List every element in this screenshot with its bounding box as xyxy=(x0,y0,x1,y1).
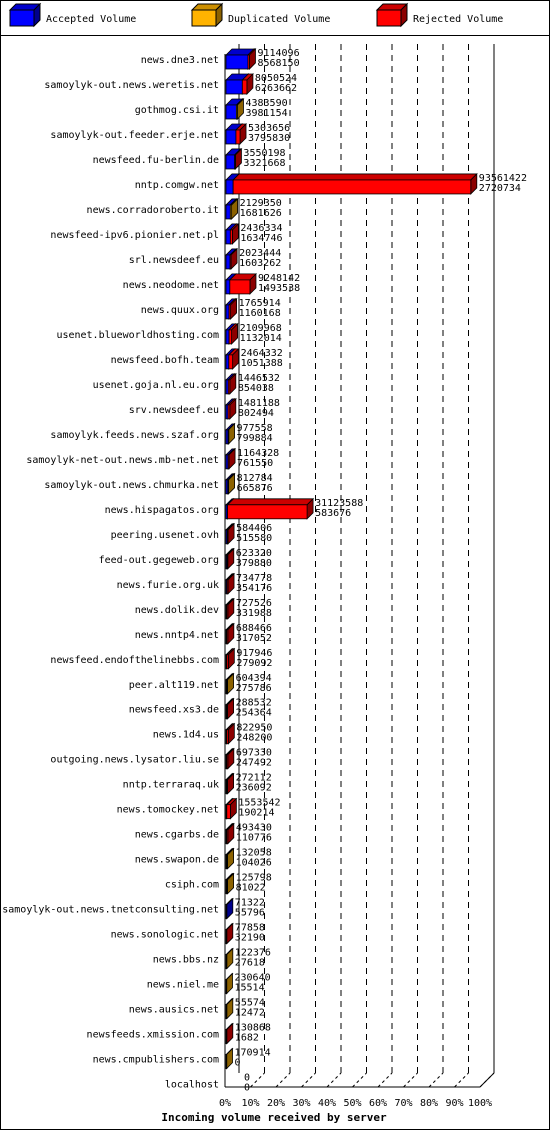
total-value-label: 4383590 xyxy=(245,97,288,109)
accepted-value-label: 6263662 xyxy=(254,82,298,94)
server-label: newsfeed.fu-berlin.de xyxy=(92,154,219,166)
server-label: newsfeeds.xmission.com xyxy=(86,1029,219,1041)
x-tick-label: 60% xyxy=(368,1098,388,1109)
accepted-value-label: 236092 xyxy=(235,782,272,794)
rejected-bar xyxy=(233,180,471,194)
total-value-label: 977558 xyxy=(236,422,273,434)
rejected-bar xyxy=(227,830,228,844)
accepted-value-label: 761550 xyxy=(237,457,274,469)
server-label: news.cgarbs.de xyxy=(134,829,219,841)
server-label: newsfeed.xs3.de xyxy=(128,704,219,716)
total-value-label: 170914 xyxy=(234,1047,271,1059)
total-value-label: 125798 xyxy=(235,872,272,884)
total-value-label: 584406 xyxy=(236,522,273,534)
accepted-bar xyxy=(226,330,229,344)
total-value-label: 3550198 xyxy=(243,147,286,159)
rejected-bar xyxy=(227,755,228,769)
legend-swatch xyxy=(10,10,34,26)
server-label: srv.newsdeef.eu xyxy=(128,404,219,416)
accepted-bar xyxy=(226,80,242,94)
total-value-label: 9114096 xyxy=(257,48,300,59)
server-label: samoylyk-net-out.news.mb-net.net xyxy=(26,454,219,466)
server-label: news.neodome.net xyxy=(122,279,219,291)
accepted-value-label: 2720734 xyxy=(478,182,521,194)
rejected-bar xyxy=(230,230,232,244)
total-value-label: 1446532 xyxy=(237,372,280,384)
server-label: samoylyk-out.news.weretis.net xyxy=(44,79,219,91)
total-value-label: 1481188 xyxy=(237,397,280,409)
accepted-value-label: 248200 xyxy=(236,732,273,744)
accepted-value-label: 12472 xyxy=(234,1007,265,1019)
duplicated-bar xyxy=(226,955,227,969)
accepted-value-label: 515580 xyxy=(236,532,273,544)
rejected-bar xyxy=(227,580,228,594)
server-label: usenet.blueworldhosting.com xyxy=(56,329,219,341)
accepted-value-label: 55796 xyxy=(234,907,265,919)
accepted-bar xyxy=(226,255,230,269)
server-label: news.sonologic.net xyxy=(110,929,219,941)
total-value-label: 812784 xyxy=(236,472,273,484)
server-label: news.furie.org.uk xyxy=(116,579,219,591)
rejected-bar xyxy=(228,405,230,419)
rejected-bar xyxy=(242,80,247,94)
accepted-value-label: 254364 xyxy=(235,707,272,719)
x-tick-label: 0% xyxy=(218,1098,232,1109)
server-label: news.cmpublishers.com xyxy=(92,1054,219,1066)
accepted-value-label: 1681626 xyxy=(239,207,282,219)
server-label: news.tomockey.net xyxy=(116,804,219,816)
server-label: peering.usenet.ovh xyxy=(110,529,219,541)
duplicated-bar xyxy=(227,880,228,894)
accepted-value-label: 583676 xyxy=(315,507,352,519)
total-value-label: 2436334 xyxy=(240,222,283,234)
total-value-label: 697330 xyxy=(235,747,272,759)
rejected-bar xyxy=(230,255,231,269)
server-label: newsfeed.endofthelinebbs.com xyxy=(50,654,219,666)
accepted-value-label: 3795830 xyxy=(248,132,291,144)
total-value-label: 2464332 xyxy=(240,347,283,359)
x-tick-label: 100% xyxy=(467,1098,493,1109)
rejected-bar-top xyxy=(228,499,314,505)
server-label: localhost xyxy=(164,1079,219,1091)
duplicated-bar xyxy=(228,480,229,494)
total-value-label: 272112 xyxy=(235,772,272,784)
accepted-value-label: 27618 xyxy=(234,957,265,969)
total-value-label: 1164328 xyxy=(237,447,280,459)
rejected-bar xyxy=(229,355,233,369)
accepted-bar xyxy=(226,55,248,69)
total-value-label: 1553542 xyxy=(238,797,281,809)
server-label: news.corradoroberto.it xyxy=(86,204,219,216)
server-label: feed-out.gegeweb.org xyxy=(98,554,219,566)
total-value-label: 71322 xyxy=(234,897,265,909)
rejected-bar xyxy=(226,930,227,944)
total-value-label: 5303656 xyxy=(248,122,291,134)
x-tick-label: 30% xyxy=(292,1098,311,1109)
accepted-value-label: 8568150 xyxy=(257,58,300,69)
server-label: news.niel.me xyxy=(146,979,219,991)
server-label: newsfeed.bofh.team xyxy=(110,354,219,366)
rejected-bar xyxy=(248,55,250,69)
accepted-bar xyxy=(226,355,229,369)
accepted-value-label: 854038 xyxy=(237,382,274,394)
duplicated-bar xyxy=(228,430,229,444)
server-label: samoylyk.feeds.news.szaf.org xyxy=(50,429,219,441)
accepted-value-label: 317052 xyxy=(235,632,272,644)
accepted-value-label: 247492 xyxy=(235,757,272,769)
total-value-label: 493430 xyxy=(235,822,272,834)
accepted-value-label: 665876 xyxy=(236,482,273,494)
accepted-bar xyxy=(226,205,230,219)
rejected-bar xyxy=(230,280,250,294)
accepted-value-label: 1603262 xyxy=(239,257,282,269)
rejected-bar xyxy=(227,605,228,619)
server-label: newsfeed-ipv6.pionier.net.pl xyxy=(50,229,219,241)
accepted-value-label: 379880 xyxy=(235,557,272,569)
accepted-value-label: 32190 xyxy=(234,932,265,944)
server-label: samoylyk-out.news.tnetconsulting.net xyxy=(2,904,219,916)
x-tick-label: 70% xyxy=(394,1098,413,1109)
legend-swatch xyxy=(192,10,216,26)
x-tick-label: 80% xyxy=(419,1098,439,1109)
total-value-label: 2109968 xyxy=(239,322,282,334)
accepted-value-label: 3981154 xyxy=(245,107,288,119)
legend-swatch xyxy=(377,10,401,26)
accepted-value-label: 279092 xyxy=(236,657,273,669)
total-value-label: 31123588 xyxy=(315,497,364,509)
server-label: srl.newsdeef.eu xyxy=(128,254,219,266)
accepted-value-label: 3321668 xyxy=(243,157,286,169)
duplicated-bar xyxy=(236,105,237,119)
x-tick-label: 10% xyxy=(241,1098,260,1109)
total-value-label: 93561422 xyxy=(478,172,527,184)
duplicated-bar xyxy=(230,205,231,219)
accepted-value-label: 0 xyxy=(244,1082,251,1094)
total-value-label: 132058 xyxy=(235,847,272,859)
accepted-value-label: 15514 xyxy=(234,982,265,994)
accepted-bar xyxy=(226,305,229,319)
accepted-value-label: 1160168 xyxy=(238,307,281,319)
total-value-label: 122376 xyxy=(234,947,271,959)
x-tick-label: 20% xyxy=(266,1098,286,1109)
total-value-label: 734778 xyxy=(236,572,273,584)
accepted-bar xyxy=(226,905,227,919)
accepted-bar xyxy=(226,280,230,294)
total-value-label: 8050524 xyxy=(254,72,298,84)
rejected-bar xyxy=(227,630,228,644)
server-label: nntp.comgw.net xyxy=(134,179,219,191)
total-value-label: 130868 xyxy=(234,1022,271,1034)
total-value-label: 623320 xyxy=(235,547,272,559)
accepted-bar xyxy=(226,155,235,169)
total-value-label: 55574 xyxy=(234,997,265,1009)
rejected-bar xyxy=(227,655,229,669)
rejected-bar xyxy=(229,305,231,319)
server-label: outgoing.news.lysator.liu.se xyxy=(50,754,219,766)
rejected-bar xyxy=(226,1030,227,1044)
duplicated-bar xyxy=(226,1055,227,1069)
legend-label: Rejected Volume xyxy=(413,14,504,25)
rejected-bar xyxy=(227,780,228,794)
total-value-label: 230640 xyxy=(234,972,271,984)
accepted-value-label: 0 xyxy=(234,1057,241,1069)
rejected-bar xyxy=(228,380,230,394)
accepted-bar xyxy=(226,130,236,144)
duplicated-bar xyxy=(226,980,227,994)
accepted-value-label: 354176 xyxy=(236,582,273,594)
total-value-label: 917946 xyxy=(236,647,273,659)
rejected-bar xyxy=(228,455,229,469)
rejected-bar xyxy=(227,530,228,544)
x-tick-label: 40% xyxy=(317,1098,337,1109)
total-value-label: 822950 xyxy=(236,722,273,734)
server-label: samoylyk-out.news.chmurka.net xyxy=(44,479,219,491)
duplicated-bar xyxy=(227,855,228,869)
total-value-label: 2023444 xyxy=(239,247,282,259)
accepted-bar xyxy=(226,230,230,244)
accepted-bar xyxy=(226,105,236,119)
server-label: news.hispagatos.org xyxy=(104,504,219,516)
x-tick-label: 90% xyxy=(445,1098,464,1109)
total-value-label: 688466 xyxy=(235,622,272,634)
accepted-value-label: 110776 xyxy=(235,832,272,844)
duplicated-bar xyxy=(227,680,228,694)
server-label: news.quux.org xyxy=(140,304,219,316)
x-tick-label: 50% xyxy=(343,1098,362,1109)
accepted-value-label: 275786 xyxy=(235,682,272,694)
accepted-value-label: 190214 xyxy=(238,807,275,819)
accepted-value-label: 1634746 xyxy=(240,232,283,244)
x-axis-label: Incoming volume received by server xyxy=(161,1111,387,1124)
server-label: news.dne3.net xyxy=(140,55,219,66)
rejected-bar xyxy=(227,805,231,819)
total-value-label: 604394 xyxy=(235,672,272,684)
server-label: peer.alt119.net xyxy=(128,679,219,691)
legend-label: Accepted Volume xyxy=(46,14,137,25)
legend-label: Duplicated Volume xyxy=(228,14,331,25)
rejected-bar xyxy=(229,330,232,344)
server-label: news.dolik.dev xyxy=(134,604,219,616)
rejected-bar xyxy=(227,705,228,719)
chart-border xyxy=(1,1,550,1130)
rejected-bar xyxy=(236,130,240,144)
duplicated-bar xyxy=(226,1005,227,1019)
accepted-value-label: 1493538 xyxy=(257,282,301,294)
total-value-label: 9248142 xyxy=(257,272,301,284)
accepted-value-label: 104026 xyxy=(235,857,272,869)
server-label: news.swapon.de xyxy=(134,854,219,866)
server-label: samoylyk-out.feeder.erje.net xyxy=(50,129,219,141)
total-value-label: 0 xyxy=(244,1072,251,1084)
rejected-bar-top xyxy=(233,174,477,180)
server-label: news.1d4.us xyxy=(152,729,219,741)
accepted-value-label: 1132014 xyxy=(239,332,282,344)
accepted-value-label: 1682 xyxy=(234,1032,259,1044)
rejected-bar xyxy=(227,555,228,569)
total-value-label: 1765914 xyxy=(238,297,281,309)
total-value-label: 727526 xyxy=(235,597,272,609)
server-label: nntp.terraraq.uk xyxy=(122,779,219,791)
server-label: news.ausics.net xyxy=(128,1004,219,1016)
server-label: news.bbs.nz xyxy=(152,954,219,966)
rejected-bar xyxy=(227,730,229,744)
accepted-value-label: 331988 xyxy=(235,607,272,619)
total-value-label: 77858 xyxy=(234,922,265,934)
accepted-bar xyxy=(226,180,233,194)
server-label: csiph.com xyxy=(164,879,219,891)
accepted-value-label: 802494 xyxy=(237,407,274,419)
rejected-bar xyxy=(228,505,308,519)
server-label: usenet.goja.nl.eu.org xyxy=(92,379,219,391)
server-label: news.nntp4.net xyxy=(134,629,219,641)
server-label: gothmog.csi.it xyxy=(134,104,219,116)
rejected-bar xyxy=(235,155,236,169)
total-value-label: 288532 xyxy=(235,697,272,709)
accepted-value-label: 799884 xyxy=(236,432,273,444)
total-value-label: 2129350 xyxy=(239,197,282,209)
accepted-value-label: 81022 xyxy=(235,882,266,894)
accepted-value-label: 1051388 xyxy=(240,357,283,369)
